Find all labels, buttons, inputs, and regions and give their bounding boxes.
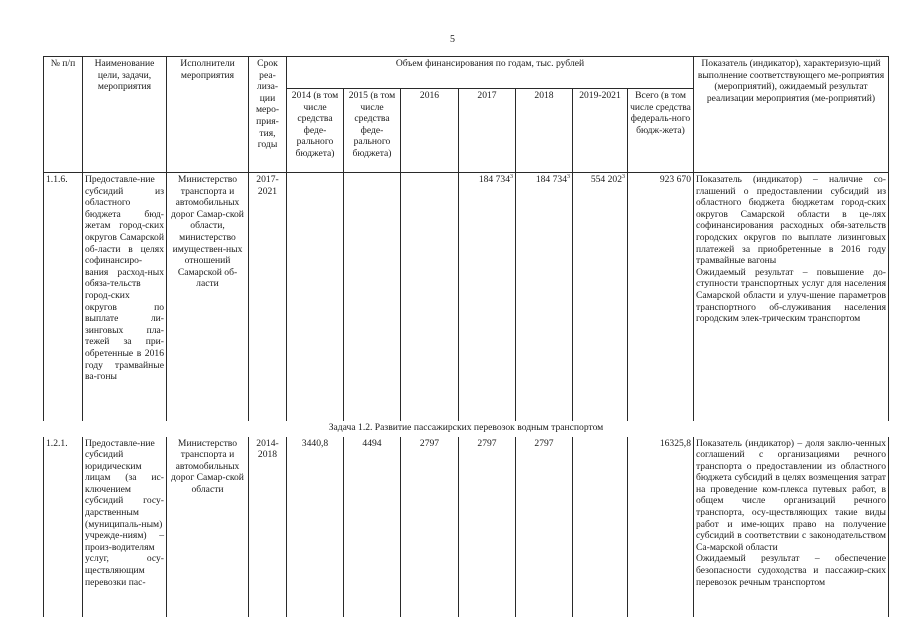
table-row	[44, 437, 889, 617]
row-num: 1.1.6.	[44, 173, 83, 421]
row-value-2019-2021: 554 $202^3$	[573, 173, 628, 421]
row-value-2014	[287, 173, 344, 421]
task-row	[44, 421, 889, 437]
row-num: 1.2.1.	[44, 437, 83, 617]
row-indicator-text: Показатель (индикатор) – доля заклю-ченных соглашений с организациями речного транспорта о предоставлении из областного бюджета субсидий в целях возмещения затрат на проведение ком-плекса путевых работ, в общем числе организаций речного транспорта, осу-ществляющих такие виды работ и име-ющих право на получение субсидий в соответствии с законодательством Са-марской области	[696, 437, 886, 553]
row-indicator-text: Показатель (индикатор) – наличие со-глашений о предоставлении субсидий из областного бюджета бюджетам город-ских округов Самарской области в це-лях софинансирования расходных обя-зательств городских округов по выплате лизинговых платежей за приобретенные в 2016 году трамвайные вагоны	[696, 174, 886, 267]
row-indicator	[694, 437, 889, 617]
row-value-2014: 3440,8	[287, 437, 344, 617]
row-value-total: 923 670	[628, 173, 694, 421]
row-value-2015	[344, 173, 401, 421]
row-value-2015: 4494	[344, 437, 401, 617]
header-total: Всего (в том числе средства федераль-ного бюдж-жета)	[628, 89, 694, 173]
row-value-2019-2021	[573, 437, 628, 617]
header-year-2018: 2018	[516, 89, 573, 173]
row-value-2016	[401, 173, 459, 421]
header-year-2017: 2017	[459, 89, 516, 173]
row-value-2018: 2797	[516, 437, 573, 617]
task-heading: Задача 1.2. Развитие пассажирских перевозок водным транспортом	[328, 421, 604, 433]
header-num: № п/п	[44, 57, 83, 173]
header-year-2014: 2014 (в том числе средства феде-рального бюджета)	[287, 89, 344, 173]
row-name: Предоставле-ние субсидий из областного бюджета бюд-жетам город-ских округов Самарской об-ласти в целях софинансиро-вания расход-ных обяза-тельств город-ских округов по выплате ли-зинговых пла-тежей за при-обретенные в 2016 году трамвайные ва-гоны	[83, 173, 167, 421]
header-funding: Объем финансирования по годам, тыс. рублей	[287, 57, 694, 89]
row-name: Предоставле-ние субсидий юридическим лицам (за ис-ключением субсидий госу-дарственным (муниципаль-ным) учрежде-ниям) – произ-водителям услуг, осу-ществляющим перевозки пас-	[83, 437, 167, 617]
header-year-2015: 2015 (в том числе средства феде-рального бюджета)	[344, 89, 401, 173]
row-result-text: Ожидаемый результат – обеспечение безопасности судоходства и пассажир-ских перевозок речным транспортом	[696, 553, 886, 588]
row-value-2017: 184 $734^3$	[459, 173, 516, 421]
header-term: Срок реа-лиза-ции меро-прия-тия, годы	[249, 57, 287, 173]
row-value-2017: 2797	[459, 437, 516, 617]
header-year-2016: 2016	[401, 89, 459, 173]
row-value-2018: 184 $734^3$	[516, 173, 573, 421]
header-executors: Исполнители мероприятия	[167, 57, 249, 173]
row-term: 2017-2021	[249, 173, 287, 421]
header-name: Наименование цели, задачи, мероприятия	[83, 57, 167, 173]
row-indicator	[694, 173, 889, 421]
table-row	[44, 173, 889, 421]
row-value-2016: 2797	[401, 437, 459, 617]
row-executors: Министерство транспорта и автомобильных дорог Самар-ской области	[167, 437, 249, 617]
funding-table	[43, 56, 889, 617]
header-indicator: Показатель (индикатор), характеризую-щий выполнение соответствующего ме-роприятия (мероприятий), ожидаемый результат реализации мероприятия (ме-роприятий)	[694, 57, 889, 173]
page-number: 5	[450, 34, 455, 45]
row-term: 2014-2018	[249, 437, 287, 617]
row-value-total: 16325,8	[628, 437, 694, 617]
header-year-2019-2021: 2019-2021	[573, 89, 628, 173]
row-executors: Министерство транспорта и автомобильных дорог Самар-ской области, министерство имуществен-ных отношений Самарской об-ласти	[167, 173, 249, 421]
row-result-text: Ожидаемый результат – повышение до-ступности транспортных услуг для населения Самарской области и улуч-шение параметров транспортного об-служивания населения городским элек-трическим транспортом	[696, 266, 886, 325]
